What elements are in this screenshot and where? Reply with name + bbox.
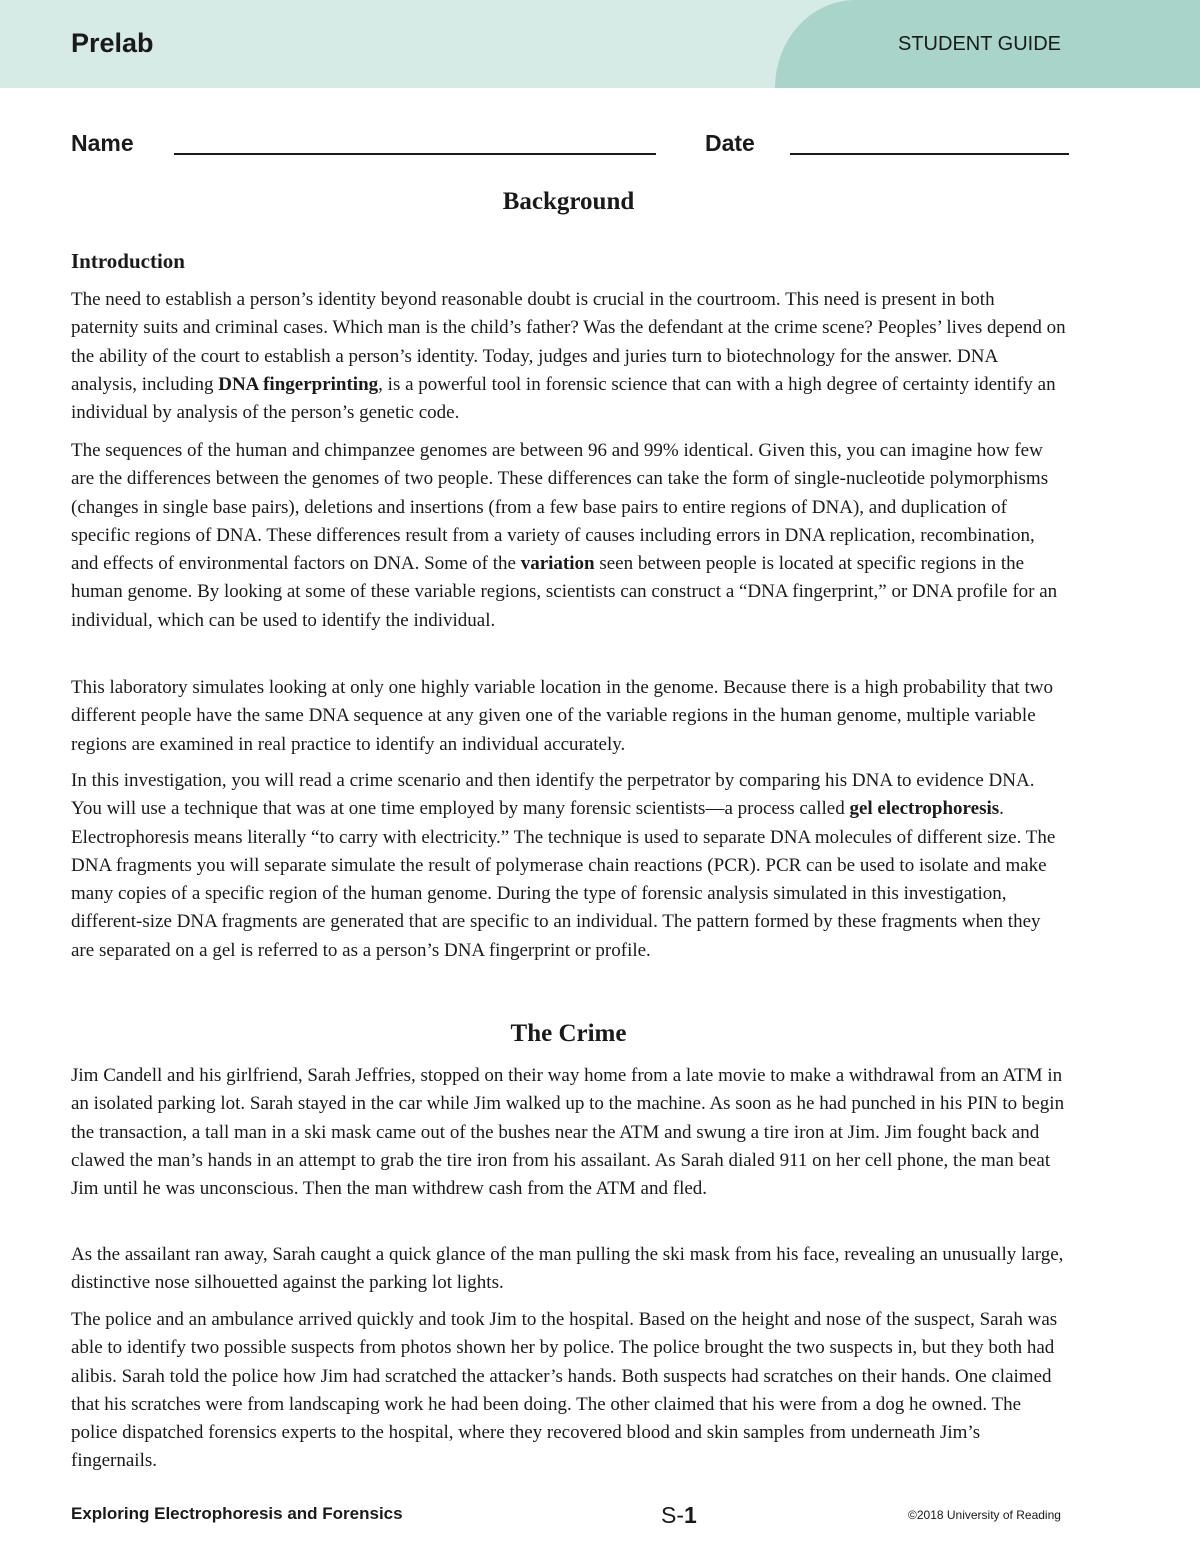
text-run: seen between people is located at specific regions in the human genome. By looking at some of these variable regions, scientists can construct a “DNA fingerprint,” or DNA profile for an individual, which can be used to identify the individual. <box>71 553 1058 631</box>
page-number <box>661 1502 697 1529</box>
crime-paragraph-2 <box>71 1241 1066 1298</box>
introduction-subheading: Introduction <box>71 249 185 273</box>
course-title: Exploring Electrophoresis and Forensics <box>71 1504 403 1523</box>
bold-term: gel electrophoresis <box>849 798 1000 820</box>
bold-term: variation <box>520 553 595 575</box>
date-underline <box>790 153 1069 155</box>
page-number-value: 1 <box>684 1502 697 1528</box>
crime-paragraph-1 <box>71 1062 1066 1203</box>
copyright-notice: ©2018 University of Reading <box>908 1508 1061 1522</box>
intro-paragraph-4 <box>71 767 1066 965</box>
text-run: This laboratory simulates looking at only one highly variable location in the genome. Because there is a high probability that two different people have the same DNA sequence at any given one of the variable regions in the human genome, multiple variable regions are examined in real practice to identify an individual accurately. <box>71 677 1053 755</box>
text-run: The sequences of the human and chimpanzee genomes are between 96 and 99% identical. Given this, you can imagine how few are the differences between the genomes of two people. These differences can take the form of single-nucleotide polymorphisms (changes in single base pairs), deletions and insertions (from a few base pairs to entire regions of DNA), and duplication of specific regions of DNA. These differences result from a variety of causes including errors in DNA replication, recombination, and effects of environmental factors on DNA. Some of the <box>71 440 1049 575</box>
text-run: In this investigation, you will read a crime scenario and then identify the perpetrator by comparing his DNA to evidence DNA. You will use a technique that was at one time employed by many forensic scientists—a process called <box>71 770 1035 820</box>
crime-heading: The Crime <box>510 1020 627 1047</box>
text-run: Jim Candell and his girlfriend, Sarah Jeffries, stopped on their way home from a late movie to make a withdrawal from an ATM in an isolated parking lot. Sarah stayed in the car while Jim walked up to the machine. As soon as he had punched in his PIN to begin the transaction, a tall man in a ski mask came out of the bushes near the ATM and swung a tire iron at Jim. Jim fought back and clawed the man’s hands in an attempt to grab the tire iron from his assailant. As Sarah dialed 911 on her cell phone, the man beat Jim until he was unconscious. Then the man withdrew cash from the ATM and fled. <box>71 1065 1065 1200</box>
background-heading: Background <box>502 188 635 215</box>
text-run: The need to establish a person’s identity beyond reasonable doubt is crucial in the courtroom. This need is present in both paternity suits and criminal cases. Which man is the child’s father? Was the defendant at the crime scene? Peoples’ lives depend on the ability of the court to establish a person’s identity. Today, judges and juries turn to biotechnology for the answer. DNA analysis, including <box>71 289 1066 395</box>
intro-paragraph-3 <box>71 674 1066 759</box>
date-field[interactable] <box>790 128 1069 154</box>
name-underline <box>174 153 656 155</box>
intro-paragraph-1 <box>71 286 1066 427</box>
text-run: As the assailant ran away, Sarah caught a quick glance of the man pulling the ski mask from his face, revealing an unusually large, distinctive nose silhouetted against the parking lot lights. <box>71 1244 1064 1294</box>
crime-paragraph-3 <box>71 1306 1066 1476</box>
page-header-title: Prelab <box>71 28 154 58</box>
page-prefix: S- <box>661 1502 684 1528</box>
text-run: The police and an ambulance arrived quickly and took Jim to the hospital. Based on the height and nose of the suspect, Sarah was able to identify two possible suspects from photos shown her by police. The police brought the two suspects in, but they both had alibis. Sarah told the police how Jim had scratched the attacker’s hands. Both suspects had scratches on their hands. One claimed that his scratches were from landscaping work he had been doing. The other claimed that his were from a dog he owned. The police dispatched forensics experts to the hospital, where they recovered blood and skin samples from underneath Jim’s fingernails. <box>71 1309 1058 1472</box>
name-field[interactable] <box>174 128 656 154</box>
date-label: Date <box>705 130 755 156</box>
student-guide-label: STUDENT GUIDE <box>898 33 1061 55</box>
text-run: , is a powerful tool in forensic science that can with a high degree of certainty identify an individual by analysis of the person’s genetic code. <box>71 373 1056 424</box>
name-label: Name <box>71 130 134 156</box>
intro-paragraph-2 <box>71 437 1066 635</box>
bold-term: DNA fingerprinting <box>218 373 379 395</box>
text-run: . Electrophoresis means literally “to carry with electricity.” The technique is used to separate DNA molecules of different size. The DNA fragments you will separate simulate the result of polymerase chain reactions (PCR). PCR can be used to isolate and make many copies of a specific region of the human genome. During the type of forensic analysis simulated in this investigation, different-size DNA fragments are generated that are specific to an individual. The pattern formed by these fragments when they are separated on a gel is referred to as a person’s DNA fingerprint or profile. <box>71 798 1056 961</box>
